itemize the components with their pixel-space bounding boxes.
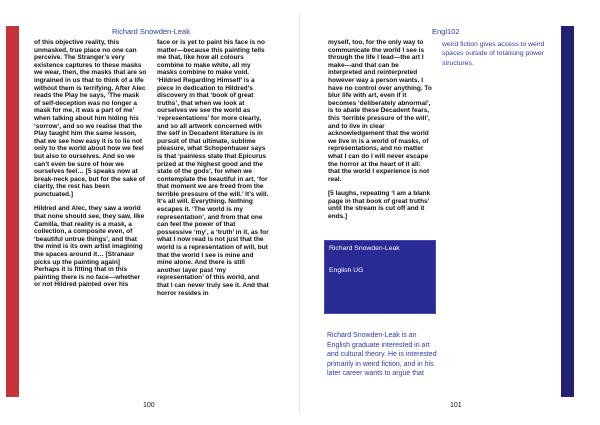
paragraph: Hildred and Alec, they saw a world that none should see, they saw, like Camilla, that reality is a mask, a collection, a composite even, of ‘beautiful untrue things’, and that the mind is its own artist imagining the spaces around it… [Stranaur picks up the painting again] Perhaps it is fitting that in this painting there is no face—whether or not Hildred painted over his xyxy=(34,205,145,289)
left-running-head: Richard Snowden-Leak xyxy=(112,27,190,36)
left-accent-bar xyxy=(6,26,19,397)
left-page-column-1 xyxy=(34,39,147,393)
right-accent-bar xyxy=(561,26,574,397)
gutter-divider xyxy=(299,14,300,414)
left-page-column-2 xyxy=(157,39,269,393)
right-page-column-1 xyxy=(328,39,432,267)
author-box-department: English UG xyxy=(329,267,364,274)
paragraph: face or is yet to paint his face is no matter—because this painting tells me that, like how all colours combine to make white, all my masks combine to make void. ‘Hildred Regarding Himself’ is a piece in dedication to Hildred’s discovery in that ‘book of great truths’, that when we look at ourselves we see the world as ‘representations’ for more clearly, and so all artwork concerned with the self in Decadent literature is in pursuit of that ultimate, sublime pleasure, what Schopenhauer says is that ‘painless state that Epicurus prized at the highest good and the state of the gods’, for when we contemplate the beautiful in art, ‘for that moment we are freed from the terrible pressure of the will.’ It’s will. It’s all will. Everything. Nothing escapes it. ‘The world is my representation’, and from that one can feel the power of that possessive ‘my’, a ‘truth’ in it, as for what I now read is not just that the world is a representation of will, but that the world I see is mine and mine alone. And there is still another layer past ‘my representation’ of this world, and that I can never truly see it. And that horror resides in xyxy=(157,39,269,297)
author-bio: Richard Snowden-Leak is an English graduate interested in art and cultural theory. He is interested primarily in weird fiction, and in his later career wants to argue that xyxy=(327,332,437,377)
author-box xyxy=(324,240,436,314)
paragraph: myself, too, for the only way to communicate the world I see is through the life I lead—the art I make—and that can be interpreted and reinterpreted however way a person wants. I have no control over anything. To blur life with art, even if it becomes ‘deliberately abnormal’, is to abate these Decadent fears, this ‘terrible pressure of the will’, and to live in clear acknowledgement that the world we live in is a world of masks, of representations, and no matter what I can do I will never escape the horror at the heart of it all: that the world I experience is not real. xyxy=(328,39,432,183)
stage-direction: [5 laughs, repeating ‘I am a blank page in that book of great truths’ until the stream is cut off and it ends.] xyxy=(328,190,431,221)
right-page-number: 101 xyxy=(450,402,462,409)
right-running-head: Engl102 xyxy=(432,27,460,36)
left-page-number: 100 xyxy=(143,402,155,409)
pull-quote: weird fiction gives access to weird spaces outside of totalising power structures. xyxy=(442,41,545,67)
paragraph: of this objective reality, this unmasked, true place no one can perceive. The Stranger’s very existence captures to these masks we wear, then, the masks that are so ingrained in us that to think of a life without them is terrifying. After Alec reads the Play he says, ‘The mask of self-deception was no longer a mask for me, it was a part of me’ when talking about him hiding his ‘sorrow’, and so we realise that the Play taught him the same lesson, that we see how easy it is to lie not only to the world about how we feel but also to ourselves. And so we can’t even be sure of how we ourselves feel… [5 speaks now at break-neck pace, but for the sake of clarity, the rest has been punctuated.] xyxy=(34,39,147,198)
author-box-name: Richard Snowden-Leak xyxy=(329,245,400,252)
